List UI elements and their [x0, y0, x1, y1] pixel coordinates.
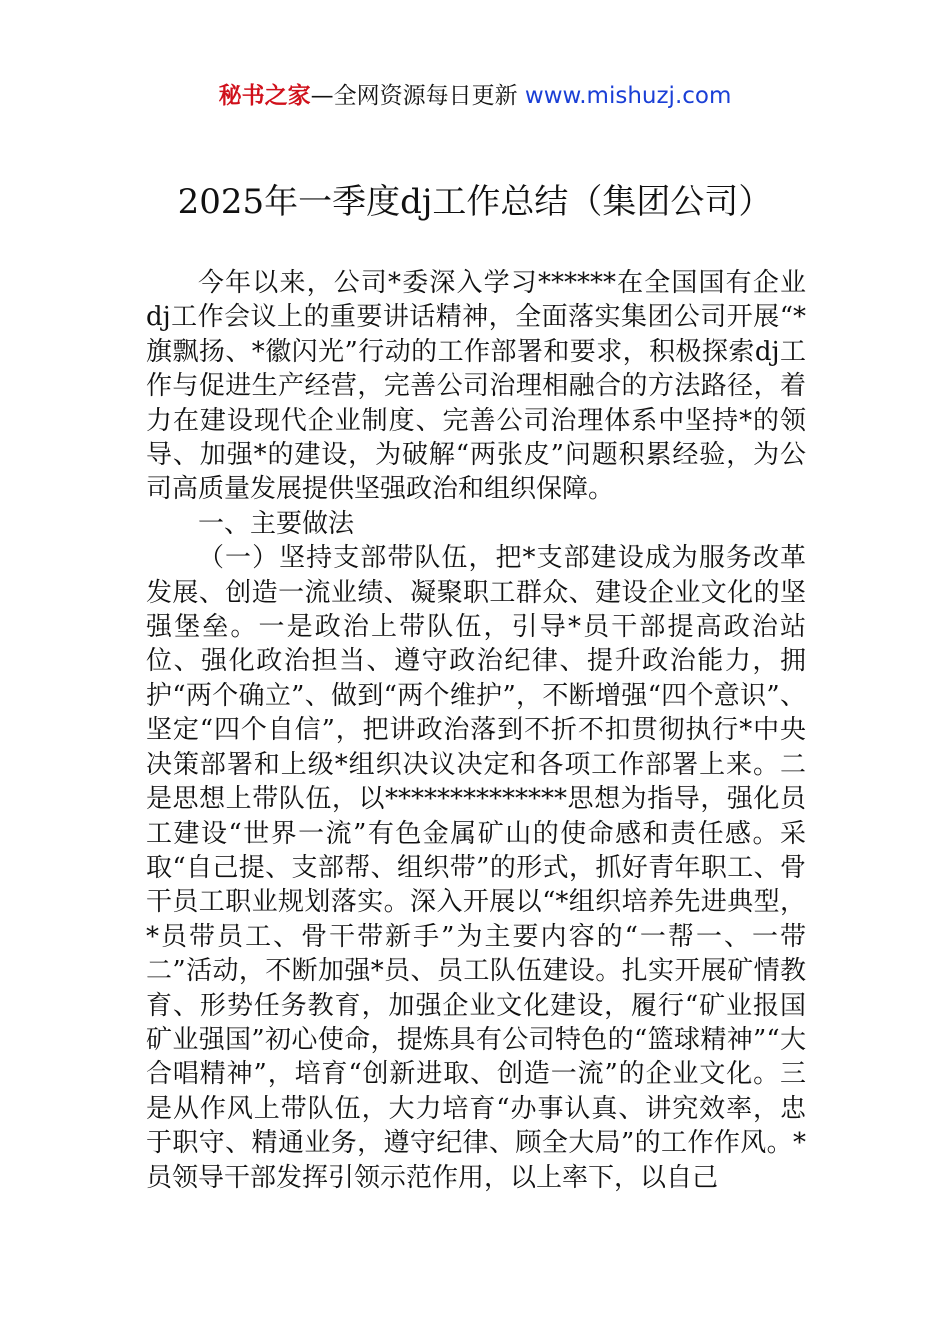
body-paragraph: （一）坚持支部带队伍，把*支部建设成为服务改革发展、创造一流业绩、凝聚职工群众、建设企业文化的坚强堡垒。一是政治上带队伍，引导*员干部提高政治站位、强化政治担当、遵守政治纪律、提升政治能力，拥护“两个确立”、做到“两个维护”，不断增强“四个意识”、坚定“四个自信”，把讲政治落到不折不扣贯彻执行*中央决策部署和上级*组织决议决定和各项工作部署上来。二是思想上带队伍，以**************思想为指导，强化员工建设“世界一流”有色金属矿山的使命感和责任感。采取“自己提、支部帮、组织带”的形式，抓好青年职工、骨干员工职业规划落实。深入开展以“*组织培养先进典型，*员带员工、骨干带新手”为主要内容的“一帮一、一带二”活动，不断加强*员、员工队伍建设。扎实开展矿情教育、形势任务教育，加强企业文化建设，履行“矿业报国矿业强国”初心使命，提炼具有公司特色的“篮球精神”“大合唱精神”，培育“创新进取、创造一流”的企业文化。三是从作风上带队伍，大力培育“办事认真、讲究效率，忠于职守、精通业务，遵守纪律、顾全大局”的工作作风。*员领导干部发挥引领示范作用，以上率下，以自己: [146, 543, 806, 1193]
site-brand: 秘书之家: [218, 83, 311, 109]
site-tagline: —全网资源每日更新: [310, 83, 525, 109]
site-banner: [0, 80, 950, 112]
site-url-link[interactable]: www.mishuzj.com: [524, 83, 732, 109]
document-title: 2025年一季度dj工作总结（集团公司）: [177, 182, 773, 222]
section-heading: 一、主要做法: [198, 508, 355, 539]
document-body: [146, 266, 806, 1195]
intro-paragraph: 今年以来，公司*委深入学习******在全国国有企业dj工作会议上的重要讲话精神，全面落实集团公司开展“*旗飘扬、*徽闪光”行动的工作部署和要求，积极探索dj工作与促进生产经营，完善公司治理相融合的方法路径，着力在建设现代企业制度、完善公司治理体系中坚持*的领导、加强*的建设，为破解“两张皮”问题积累经验，为公司高质量发展提供坚强政治和组织保障。: [146, 268, 806, 505]
